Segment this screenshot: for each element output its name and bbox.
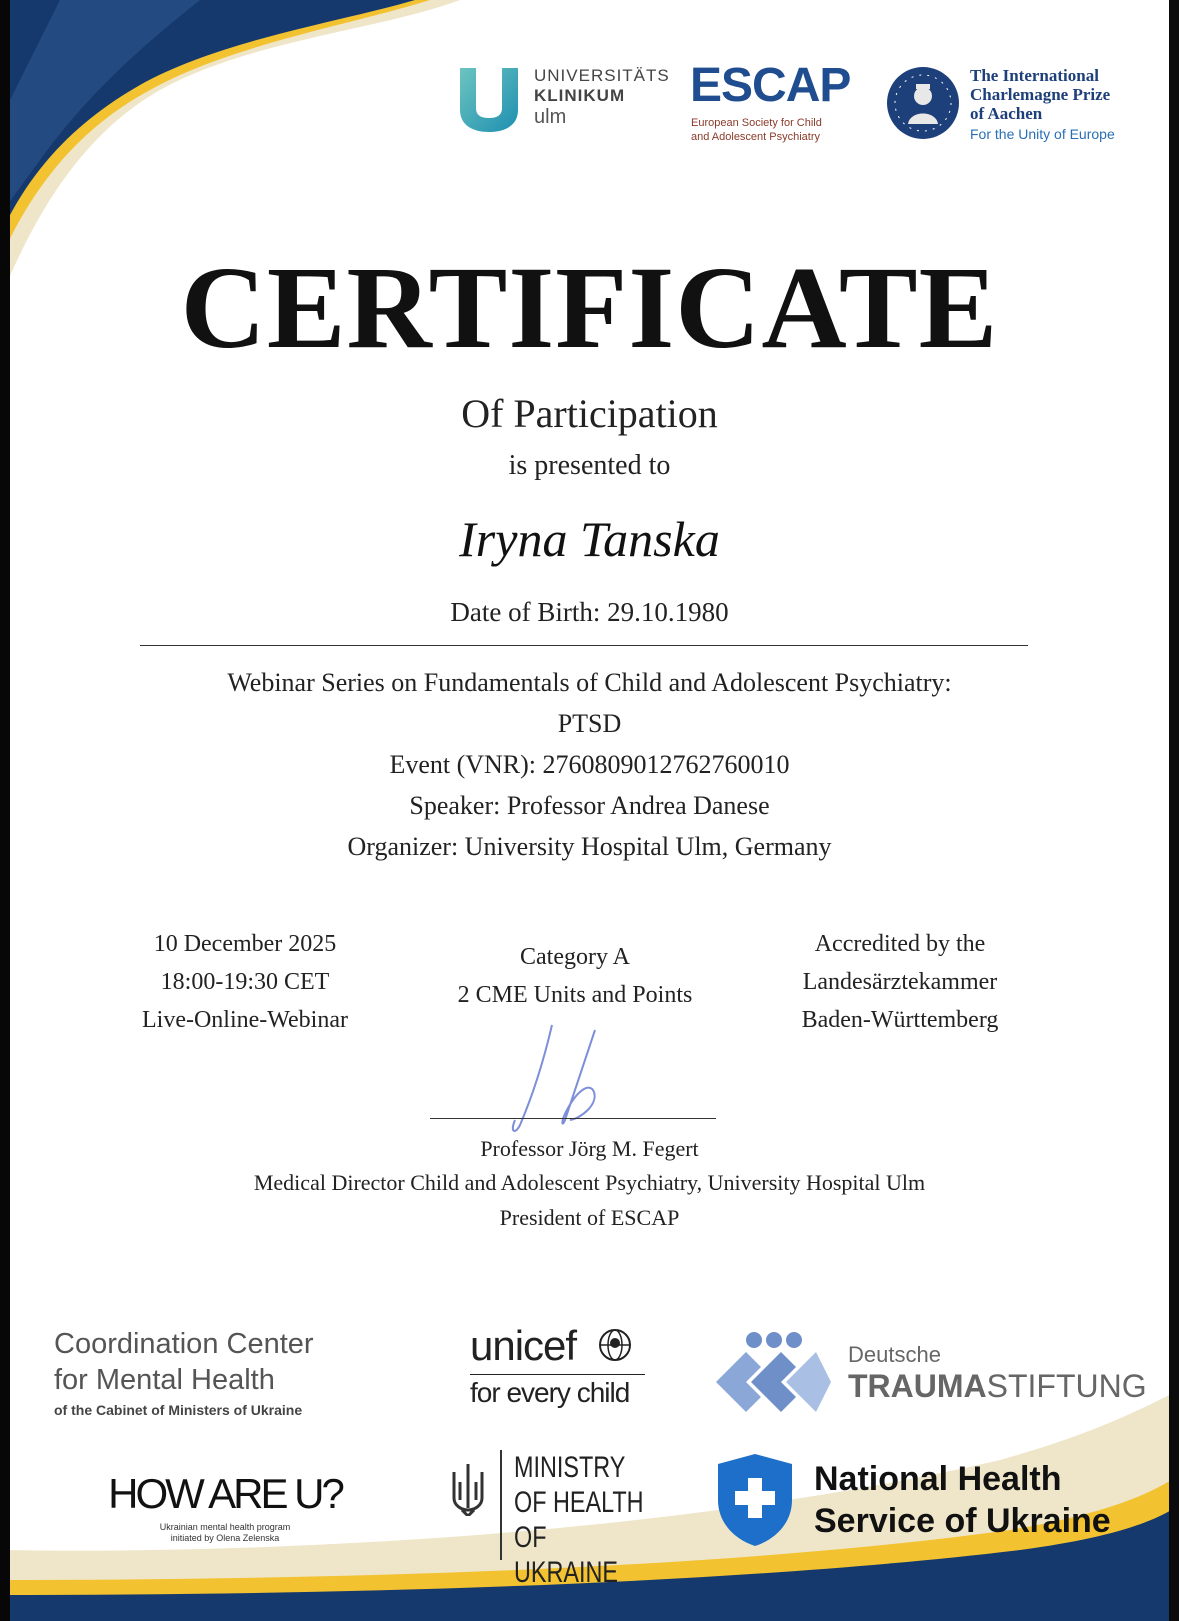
deutsche-traumastiftung-logo — [716, 1330, 1156, 1420]
signatory-role2: President of ESCAP — [499, 1205, 680, 1230]
signature-line — [430, 1118, 716, 1119]
uniklinikum-line2: KLINIKUM — [534, 86, 626, 105]
event-time: 18:00-19:30 CET — [160, 969, 330, 995]
escap-name: ESCAP — [690, 59, 851, 112]
cme-category: Category A — [520, 944, 630, 970]
coord-line2: for Mental Health — [54, 1364, 275, 1396]
escap-sub2: and Adolescent Psychiatry — [691, 131, 821, 143]
charlemagne-emblem-icon — [886, 66, 960, 140]
charlemagne-line2: Charlemagne Prize — [970, 85, 1111, 104]
trident-icon — [448, 1462, 488, 1516]
nhsu-line2: Service of Ukraine — [814, 1502, 1111, 1540]
signatory-role: Medical Director Child and Adolescent Psychiatry, University Hospital Ulm — [253, 1170, 926, 1195]
accredited-line2: Landesärztekammer — [802, 969, 998, 995]
accredited-line1: Accredited by the — [814, 931, 986, 957]
trauma-line1: Deutsche — [848, 1342, 941, 1367]
moh-line2: OF HEALTH — [514, 1486, 644, 1519]
how-are-u-logo — [80, 1470, 370, 1544]
unicef-tagline: for every child — [470, 1377, 630, 1408]
certificate-subtitle: Of Participation — [461, 391, 718, 436]
details-center-column — [420, 938, 730, 1014]
charlemagne-line4: For the Unity of Europe — [970, 126, 1115, 142]
divider-line — [140, 645, 1028, 646]
howareu-sub2: initiated by Olena Zelenska — [170, 1533, 280, 1543]
event-format: Live-Online-Webinar — [142, 1007, 348, 1033]
date-of-birth: Date of Birth: 29.10.1980 — [450, 597, 729, 627]
nhsu-shield-icon — [714, 1452, 796, 1548]
trauma-rest: STIFTUNG — [986, 1368, 1147, 1404]
signatory-name: Professor Jörg M. Fegert — [480, 1136, 699, 1161]
moh-line1: MINISTRY — [514, 1451, 626, 1484]
event-speaker: Speaker: Professor Andrea Danese — [409, 791, 770, 820]
charlemagne-line1: The International — [970, 66, 1099, 85]
charlemagne-line3: of Aachen — [970, 104, 1043, 123]
coordination-center-logo — [54, 1326, 384, 1422]
presented-to-text: is presented to — [508, 450, 671, 481]
howareu-name: HOW ARE U? — [108, 1470, 342, 1517]
uniklinikum-u-icon — [460, 68, 518, 132]
unicef-divider — [470, 1374, 645, 1375]
moh-text — [514, 1450, 650, 1590]
traumastiftung-emblem-icon — [716, 1330, 831, 1416]
certificate-title: CERTIFICATE — [180, 242, 999, 373]
webinar-series: Webinar Series on Fundamentals of Child and Adolescent Psychiatry: — [227, 668, 952, 697]
trauma-bold: TRAUMA — [848, 1368, 987, 1404]
webinar-topic: PTSD — [557, 709, 622, 738]
event-vnr: Event (VNR): 2760809012762760010 — [389, 750, 790, 779]
coord-line3: of the Cabinet of Ministers of Ukraine — [54, 1402, 303, 1418]
uniklinikum-line1: UNIVERSITÄTS — [534, 66, 670, 85]
nhsu-logo — [714, 1452, 1154, 1552]
trauma-line2 — [848, 1368, 1147, 1405]
nhsu-line1: National Health — [814, 1460, 1062, 1498]
signature-image — [490, 1020, 630, 1140]
moh-line3: OF UKRAINE — [514, 1521, 619, 1589]
escap-sub1: European Society for Child — [691, 117, 822, 129]
details-right-column — [760, 925, 1040, 1039]
uniklinikum-ulm-logo — [460, 66, 670, 138]
moh-divider — [500, 1450, 502, 1560]
recipient-name: Iryna Tanska — [459, 511, 720, 567]
unicef-logo — [470, 1322, 670, 1409]
uniklinikum-line3: ulm — [534, 106, 567, 128]
event-date: 10 December 2025 — [153, 931, 337, 957]
howareu-sub1: Ukrainian mental health program — [159, 1522, 291, 1532]
accredited-line3: Baden-Württemberg — [801, 1007, 999, 1033]
coord-line1: Coordination Center — [54, 1328, 314, 1360]
ministry-of-health-logo — [448, 1450, 688, 1589]
cme-points: 2 CME Units and Points — [457, 982, 693, 1008]
unicef-name: unicef — [470, 1322, 577, 1369]
escap-logo — [690, 59, 870, 152]
charlemagne-prize-logo — [886, 66, 1166, 146]
event-organizer: Organizer: University Hospital Ulm, Germany — [347, 832, 832, 861]
details-left-column — [100, 925, 390, 1039]
unicef-globe-icon — [598, 1328, 632, 1362]
